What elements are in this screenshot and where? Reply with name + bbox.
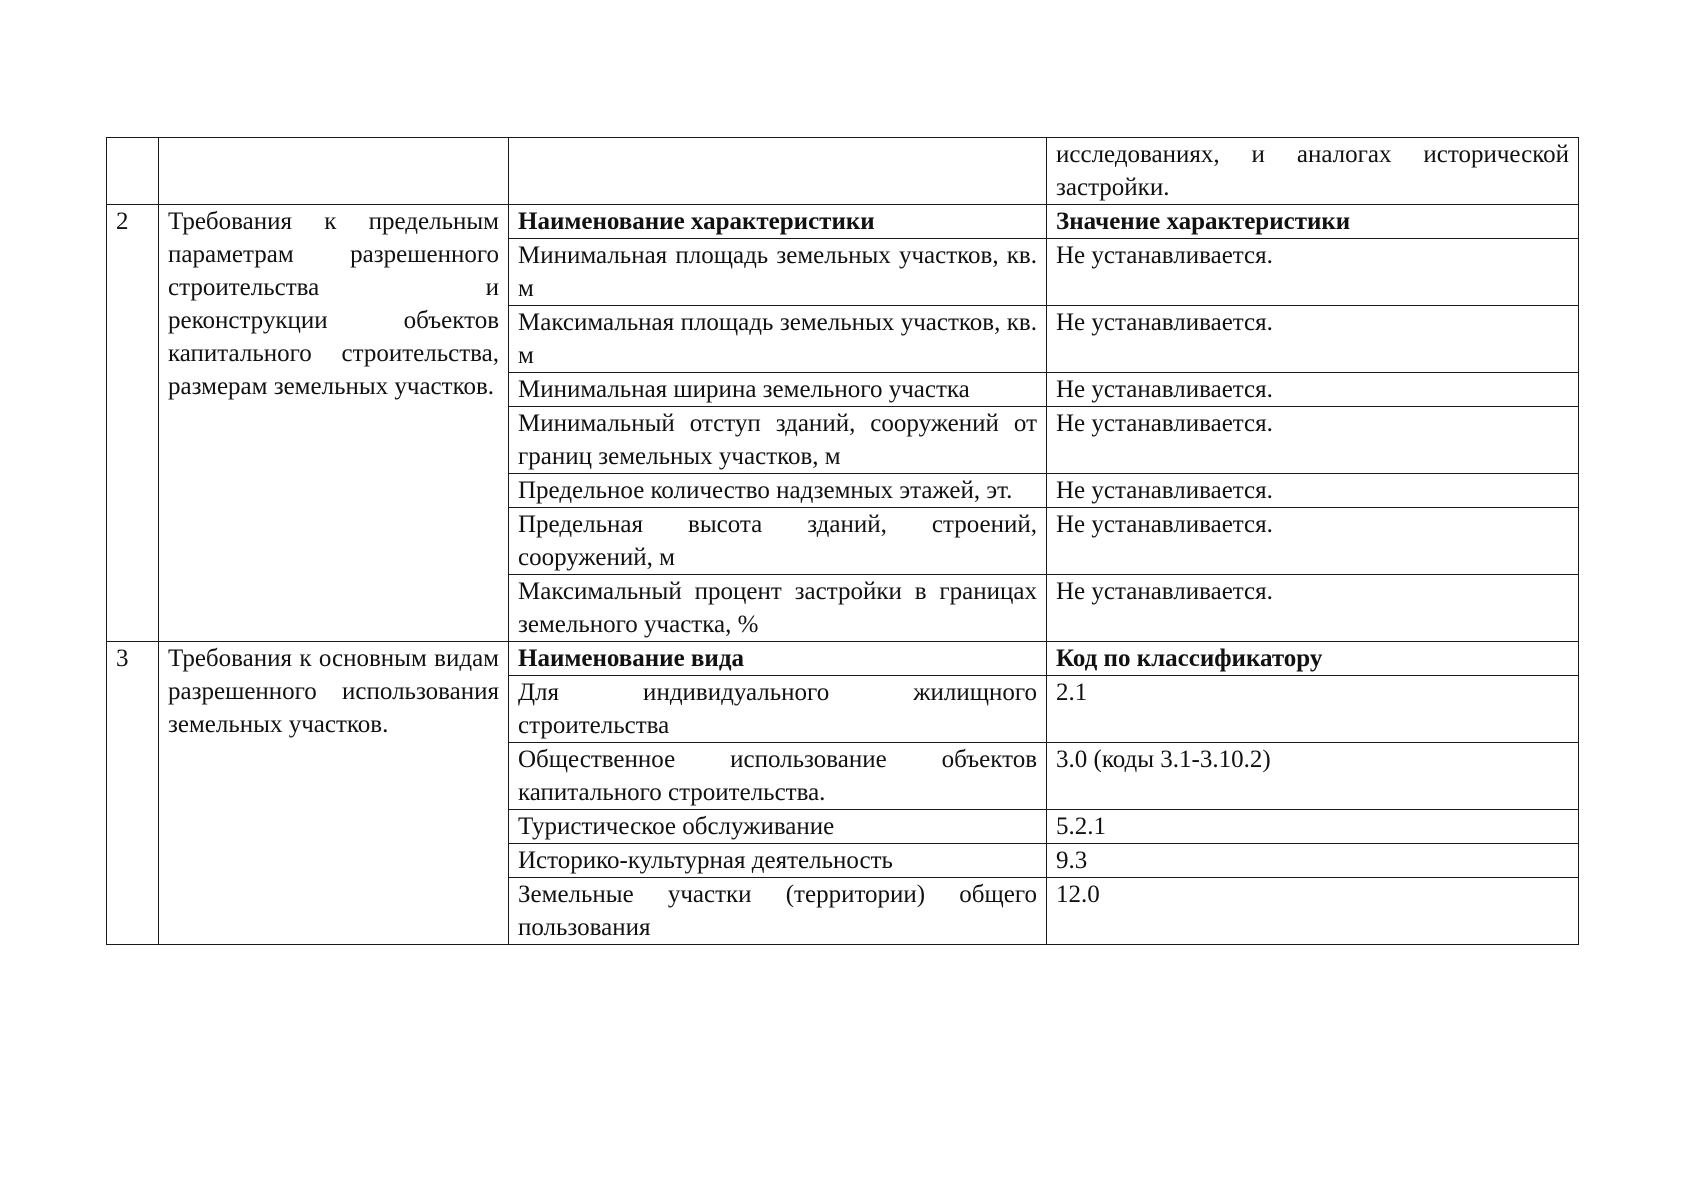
section3-header-value: Код по классификатору (1047, 642, 1579, 676)
classifier-code: 3.0 (коды 3.1-3.10.2) (1047, 743, 1579, 810)
characteristic-value: Не устанавливается. (1047, 239, 1579, 306)
characteristic-name: Минимальный отступ зданий, сооружений от границ земельных участков, м (509, 407, 1047, 474)
characteristic-name: Минимальная ширина земельного участка (509, 373, 1047, 407)
classifier-code: 5.2.1 (1047, 810, 1579, 844)
classifier-code: 9.3 (1047, 844, 1579, 878)
section3-number: 3 (107, 642, 159, 945)
section2-requirement: Требования к предельным параметрам разрешенного строительства и реконструкции объектов капитального строительства, размерам земельных участков. (159, 205, 509, 642)
characteristic-value: Не устанавливается. (1047, 407, 1579, 474)
use-type-name: Туристическое обслуживание (509, 810, 1047, 844)
characteristic-value: Не устанавливается. (1047, 508, 1579, 575)
regulations-table (106, 137, 1579, 945)
section3-requirement: Требования к основным видам разрешенного использования земельных участков. (159, 642, 509, 945)
use-type-name: Историко-культурная деятельность (509, 844, 1047, 878)
empty-requirement-cell (159, 138, 509, 205)
use-type-name: Для индивидуального жилищного строительства (509, 676, 1047, 743)
classifier-code: 12.0 (1047, 878, 1579, 945)
section3-header-row (107, 642, 1579, 676)
characteristic-value: Не устанавливается. (1047, 474, 1579, 508)
continuation-row (107, 138, 1579, 205)
characteristic-name: Максимальная площадь земельных участков, кв. м (509, 306, 1047, 373)
use-type-name: Земельные участки (территории) общего пользования (509, 878, 1047, 945)
empty-name-cell (509, 138, 1047, 205)
characteristic-name: Максимальный процент застройки в границах земельного участка, % (509, 575, 1047, 642)
classifier-code: 2.1 (1047, 676, 1579, 743)
characteristic-value: Не устанавливается. (1047, 575, 1579, 642)
characteristic-value: Не устанавливается. (1047, 373, 1579, 407)
characteristic-name: Минимальная площадь земельных участков, кв. м (509, 239, 1047, 306)
section2-header-name: Наименование характеристики (509, 205, 1047, 239)
section3-header-name: Наименование вида (509, 642, 1047, 676)
use-type-name: Общественное использование объектов капитального строительства. (509, 743, 1047, 810)
section2-header-value: Значение характеристики (1047, 205, 1579, 239)
section2-header-row (107, 205, 1579, 239)
empty-number-cell (107, 138, 159, 205)
continuation-text: исследованиях, и аналогах исторической застройки. (1047, 138, 1579, 205)
section2-number: 2 (107, 205, 159, 642)
characteristic-value: Не устанавливается. (1047, 306, 1579, 373)
characteristic-name: Предельное количество надземных этажей, эт. (509, 474, 1047, 508)
characteristic-name: Предельная высота зданий, строений, сооружений, м (509, 508, 1047, 575)
